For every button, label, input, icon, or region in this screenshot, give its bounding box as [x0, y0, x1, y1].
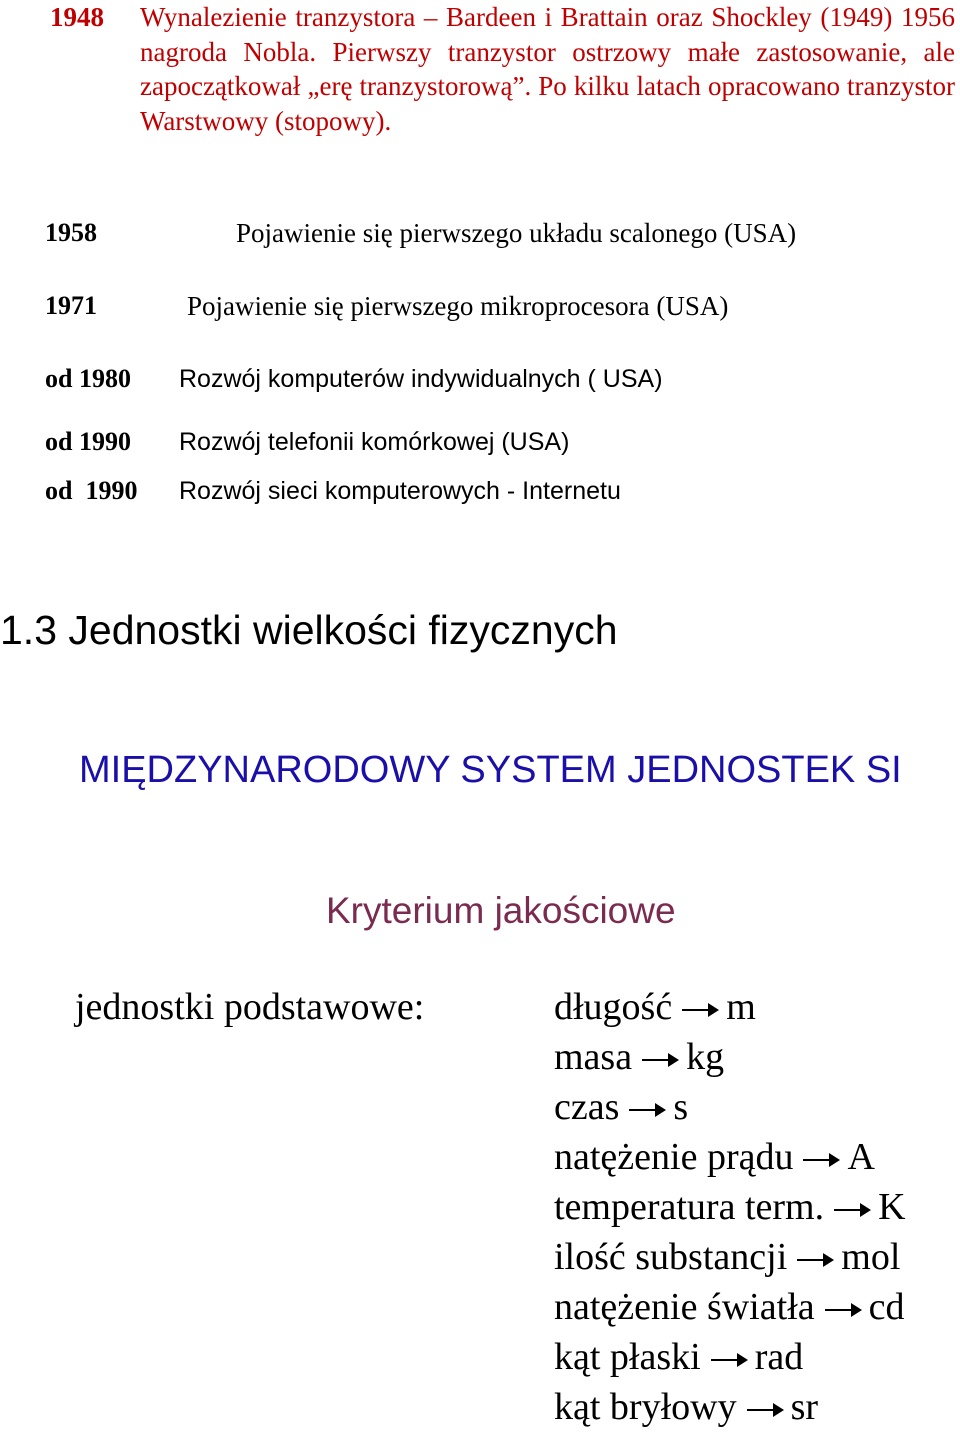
unit-quantity: kąt bryłowy [554, 1386, 737, 1428]
unit-quantity: natężenie światła [554, 1286, 815, 1328]
unit-row [554, 1283, 906, 1333]
unit-symbol: K [878, 1186, 906, 1228]
timeline-event: Pojawienie się pierwszego układu scalonego (USA) [236, 218, 797, 248]
right-arrow-icon [832, 1200, 872, 1220]
unit-quantity: kąt płaski [554, 1336, 701, 1378]
unit-symbol: s [673, 1086, 689, 1128]
timeline-event: Pojawienie się pierwszego mikroprocesora (USA) [187, 291, 729, 321]
right-arrow-icon [823, 1300, 863, 1320]
unit-symbol: kg [686, 1036, 725, 1078]
timeline-event: Rozwój telefonii komórkowej (USA) [179, 428, 570, 456]
unit-quantity: długość [554, 986, 673, 1028]
unit-symbol: A [847, 1136, 875, 1178]
base-units-list [554, 983, 906, 1433]
unit-row [554, 1133, 906, 1183]
timeline-year: 1958 [45, 218, 97, 247]
unit-row [554, 983, 906, 1033]
unit-quantity: temperatura term. [554, 1186, 825, 1228]
unit-row [554, 1233, 906, 1283]
timeline-event: Rozwój komputerów indywidualnych ( USA) [179, 365, 663, 393]
timeline-year: 1971 [45, 291, 97, 320]
units-label: jednostki podstawowe: [75, 986, 425, 1028]
section-title: 1.3 Jednostki wielkości fizycznych [0, 607, 618, 653]
timeline-year: od 1990 [45, 476, 138, 505]
unit-row [554, 1183, 906, 1233]
unit-symbol: cd [868, 1286, 905, 1328]
right-arrow-icon [640, 1050, 680, 1070]
unit-quantity: masa [554, 1036, 633, 1078]
unit-quantity: czas [554, 1086, 620, 1128]
unit-row [554, 1083, 906, 1133]
timeline-event: Rozwój sieci komputerowych - Internetu [179, 477, 621, 505]
year-1948: 1948 [50, 2, 104, 32]
right-arrow-icon [680, 1000, 720, 1020]
right-arrow-icon [627, 1100, 667, 1120]
right-arrow-icon [745, 1400, 785, 1420]
right-arrow-icon [795, 1250, 835, 1270]
unit-quantity: ilość substancji [554, 1236, 788, 1278]
unit-symbol: sr [790, 1386, 819, 1428]
unit-row [554, 1033, 906, 1083]
description-1948: Wynalezienie tranzystora – Bardeen i Brattain oraz Shockley (1949) 1956 nagroda Nobla. Pierwszy tranzystor ostrzowy małe zastosowanie, ale zapoczątkował „erę tranzystorową”. Po kilku latach opracowano tranzystor Warstwowy (stopowy). [140, 2, 955, 136]
timeline-year: od 1990 [45, 427, 131, 456]
unit-symbol: mol [841, 1236, 901, 1278]
right-arrow-icon [801, 1150, 841, 1170]
timeline-year: od 1980 [45, 364, 131, 393]
unit-quantity: natężenie prądu [554, 1136, 794, 1178]
si-title: MIĘDZYNARODOWY SYSTEM JEDNOSTEK SI [79, 749, 902, 791]
unit-symbol: m [726, 986, 756, 1028]
criterion-title: Kryterium jakościowe [326, 890, 676, 931]
unit-symbol: rad [754, 1336, 804, 1378]
right-arrow-icon [709, 1350, 749, 1370]
unit-row [554, 1333, 906, 1383]
